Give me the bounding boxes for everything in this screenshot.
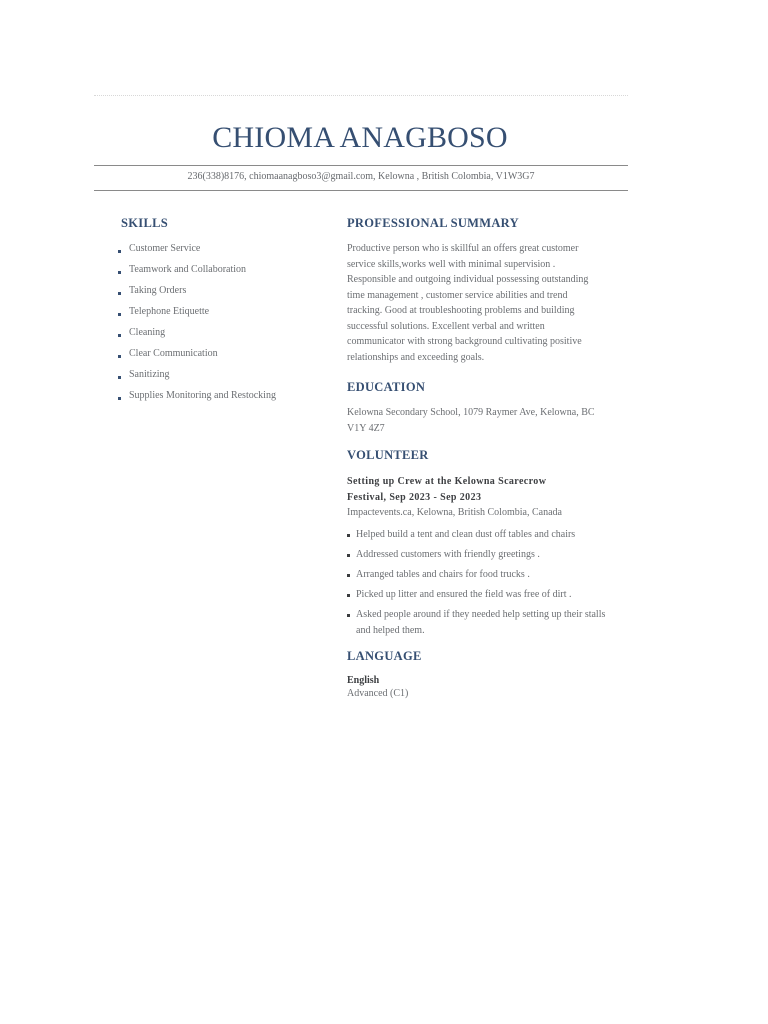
skill-item bbox=[118, 348, 318, 369]
skill-item bbox=[118, 390, 318, 411]
bullet-icon bbox=[118, 397, 121, 400]
skill-item bbox=[118, 243, 318, 264]
volunteer-duties-list bbox=[347, 527, 609, 643]
volunteer-duty bbox=[347, 607, 609, 639]
duty-text: Helped build a tent and clean dust off tables and chairs bbox=[356, 529, 576, 540]
contact-line: 236(338)8176, chiomaanagboso3@gmail.com, Kelowna , British Colombia, V1W3G7 bbox=[187, 171, 535, 182]
volunteer-duty bbox=[347, 567, 609, 583]
duty-text: Picked up litter and ensured the field was free of dirt . bbox=[356, 589, 572, 600]
top-divider bbox=[94, 95, 628, 96]
skill-item bbox=[118, 369, 318, 390]
skills-heading: SKILLS bbox=[121, 216, 168, 230]
bullet-icon bbox=[118, 334, 121, 337]
skill-label: Sanitizing bbox=[129, 369, 170, 380]
bullet-icon bbox=[347, 594, 350, 597]
bullet-icon bbox=[347, 554, 350, 557]
skill-label: Supplies Monitoring and Restocking bbox=[129, 390, 276, 401]
duty-text: Arranged tables and chairs for food trucks . bbox=[356, 569, 530, 580]
skill-label: Clear Communication bbox=[129, 348, 218, 359]
skill-item bbox=[118, 327, 318, 348]
volunteer-duty bbox=[347, 527, 609, 543]
skill-item bbox=[118, 264, 318, 285]
bullet-icon bbox=[118, 376, 121, 379]
skill-label: Teamwork and Collaboration bbox=[129, 264, 247, 275]
skill-label: Cleaning bbox=[129, 327, 166, 338]
volunteer-duty bbox=[347, 587, 609, 603]
bullet-icon bbox=[347, 574, 350, 577]
summary-heading: PROFESSIONAL SUMMARY bbox=[347, 216, 519, 230]
header-divider-bottom bbox=[94, 190, 628, 191]
skills-list bbox=[118, 243, 318, 411]
language-name: English bbox=[347, 675, 380, 686]
bullet-icon bbox=[118, 271, 121, 274]
skill-label: Customer Service bbox=[129, 243, 201, 254]
language-level: Advanced (C1) bbox=[347, 688, 409, 699]
bullet-icon bbox=[118, 292, 121, 295]
volunteer-organization: Impactevents.ca, Kelowna, British Colombia, Canada bbox=[347, 507, 562, 518]
skill-item bbox=[118, 306, 318, 327]
volunteer-role: Setting up Crew at the Kelowna Scarecrow Festival, Sep 2023 - Sep 2023 bbox=[347, 476, 547, 503]
bullet-icon bbox=[118, 250, 121, 253]
bullet-icon bbox=[347, 614, 350, 617]
duty-text: Addressed customers with friendly greetings . bbox=[356, 549, 540, 560]
duty-text: Asked people around if they needed help setting up their stalls and helped them. bbox=[356, 609, 606, 636]
education-heading: EDUCATION bbox=[347, 380, 426, 394]
volunteer-heading: VOLUNTEER bbox=[347, 448, 429, 462]
education-text: Kelowna Secondary School, 1079 Raymer Ave, Kelowna, BC V1Y 4Z7 bbox=[347, 407, 595, 434]
bullet-icon bbox=[118, 355, 121, 358]
volunteer-duty bbox=[347, 547, 609, 563]
bullet-icon bbox=[347, 534, 350, 537]
skill-label: Taking Orders bbox=[129, 285, 187, 296]
summary-text: Productive person who is skillful an offers great customer service skills,works well with minimal supervision . Responsible and outgoing individual possessing outstanding time management , customer service abilities and trend tracking. Good at troubleshooting problems and building successful solutions. Excellent verbal and written communicator with strong background cultivating positive relationships and exceeding goals. bbox=[347, 243, 589, 363]
bullet-icon bbox=[118, 313, 121, 316]
header-divider-top bbox=[94, 165, 628, 166]
skill-item bbox=[118, 285, 318, 306]
language-heading: LANGUAGE bbox=[347, 649, 422, 663]
skill-label: Telephone Etiquette bbox=[129, 306, 210, 317]
candidate-name: CHIOMA ANAGBOSO bbox=[212, 121, 508, 154]
